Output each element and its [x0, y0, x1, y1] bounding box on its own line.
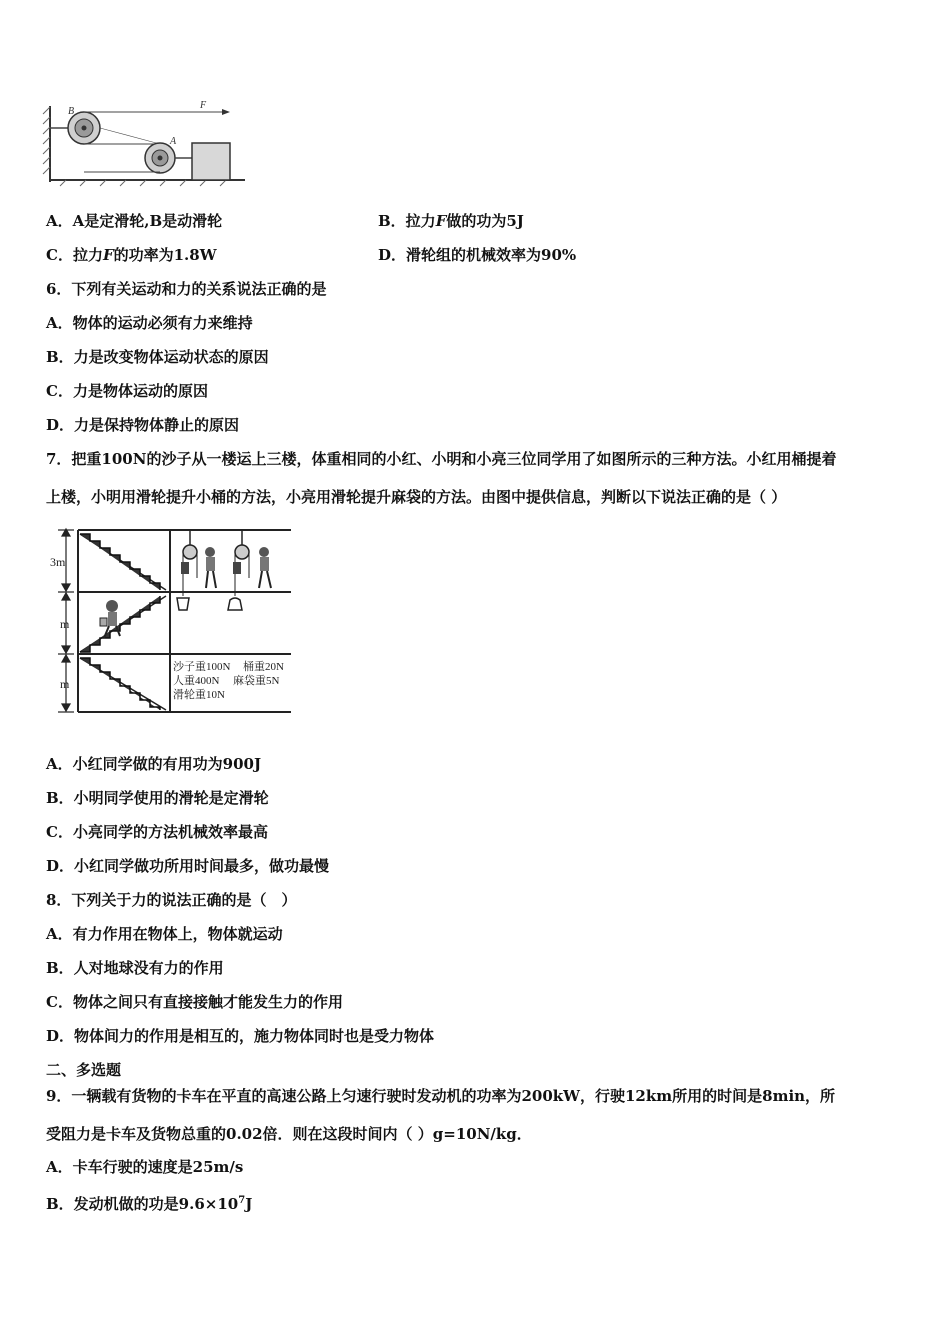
legend-bucket-weight: 桶重20N: [243, 661, 284, 673]
q5-option-b-var: F: [435, 212, 447, 230]
pulley-b-label: B: [68, 106, 75, 117]
q7-stem-line1: 7．把重100N的沙子从一楼运上三楼，体重相同的小红、小明和小亮三位同学用了如图所示的三种方法。小红用桶提着: [46, 450, 837, 468]
q8-option-b: B．人对地球没有力的作用: [46, 959, 224, 977]
lifting-methods-figure: [46, 526, 296, 716]
legend-bag-weight: 麻袋重5N: [233, 675, 280, 687]
height-label-top: 3m: [50, 555, 66, 569]
q5-option-a: A．A是定滑轮,B是动滑轮: [46, 212, 223, 230]
pulley-system-figure: [40, 96, 250, 188]
q8-stem: 8．下列关于力的说法正确的是（ ）: [46, 891, 297, 909]
q9-stem-line2: 受阻力是卡车及货物总重的0.02倍．则在这段时间内（ ）g=10N/kg．: [46, 1125, 532, 1143]
q6-option-b: B．力是改变物体运动状态的原因: [46, 348, 269, 366]
q7-option-a: A．小红同学做的有用功为900J: [46, 755, 262, 773]
q7-option-c: C．小亮同学的方法机械效率最高: [46, 823, 268, 841]
legend-person-weight: 人重400N: [173, 675, 220, 687]
pulley-bag-method: [228, 530, 271, 610]
q5-option-c-suffix: 的功率为1.8W: [113, 246, 217, 264]
pulley-bucket-method: [177, 530, 216, 610]
q5-option-b-suffix: 做的功为5J: [446, 212, 524, 230]
q7-stem-line2: 上楼，小明用滑轮提升小桶的方法，小亮用滑轮提升麻袋的方法。由图中提供信息，判断以下说法正确的是（ ）: [46, 488, 787, 506]
q9-option-b: [46, 1191, 252, 1214]
force-f-label: F: [200, 100, 207, 111]
height-label-bottom: m: [60, 677, 70, 691]
q5-option-b: [378, 211, 524, 231]
q5-option-c: [46, 245, 217, 265]
q8-option-d: D．物体间力的作用是相互的，施力物体同时也是受力物体: [46, 1027, 435, 1045]
q5-option-b-prefix: B．拉力: [378, 212, 436, 230]
q8-option-a: A．有力作用在物体上，物体就运动: [46, 925, 283, 943]
q5-option-d: D．滑轮组的机械效率为90%: [378, 246, 577, 264]
q6-option-a: A．物体的运动必须有力来维持: [46, 314, 253, 332]
q7-option-d: D．小红同学做功所用时间最多，做功最慢: [46, 857, 330, 875]
q9-option-a: A．卡车行驶的速度是25m/s: [46, 1158, 244, 1176]
q6-option-c: C．力是物体运动的原因: [46, 382, 208, 400]
q9-option-b-exponent: 7: [238, 1195, 246, 1206]
q9-stem-line1: 9．一辆载有货物的卡车在平直的高速公路上匀速行驶时发动机的功率为200kW，行驶12km所用的时间是8min，所: [46, 1087, 836, 1105]
q8-option-c: C．物体之间只有直接接触才能发生力的作用: [46, 993, 343, 1011]
height-label-middle: m: [60, 617, 70, 631]
q6-option-d: D．力是保持物体静止的原因: [46, 416, 240, 434]
q6-stem: 6．下列有关运动和力的关系说法正确的是: [46, 280, 327, 298]
q9-option-b-prefix: B．发动机做的功是9.6×10: [46, 1195, 239, 1213]
legend-sand-weight: 沙子重100N: [173, 661, 231, 673]
pulley-a-label: A: [170, 136, 177, 147]
q5-option-c-var: F: [102, 246, 114, 264]
legend-pulley-weight: 滑轮重10N: [173, 689, 225, 701]
q7-option-b: B．小明同学使用的滑轮是定滑轮: [46, 789, 269, 807]
section-heading-multiple-choice: 二、多选题: [46, 1061, 122, 1079]
q9-option-b-unit: J: [245, 1195, 253, 1213]
q5-option-c-prefix: C．拉力: [46, 246, 103, 264]
